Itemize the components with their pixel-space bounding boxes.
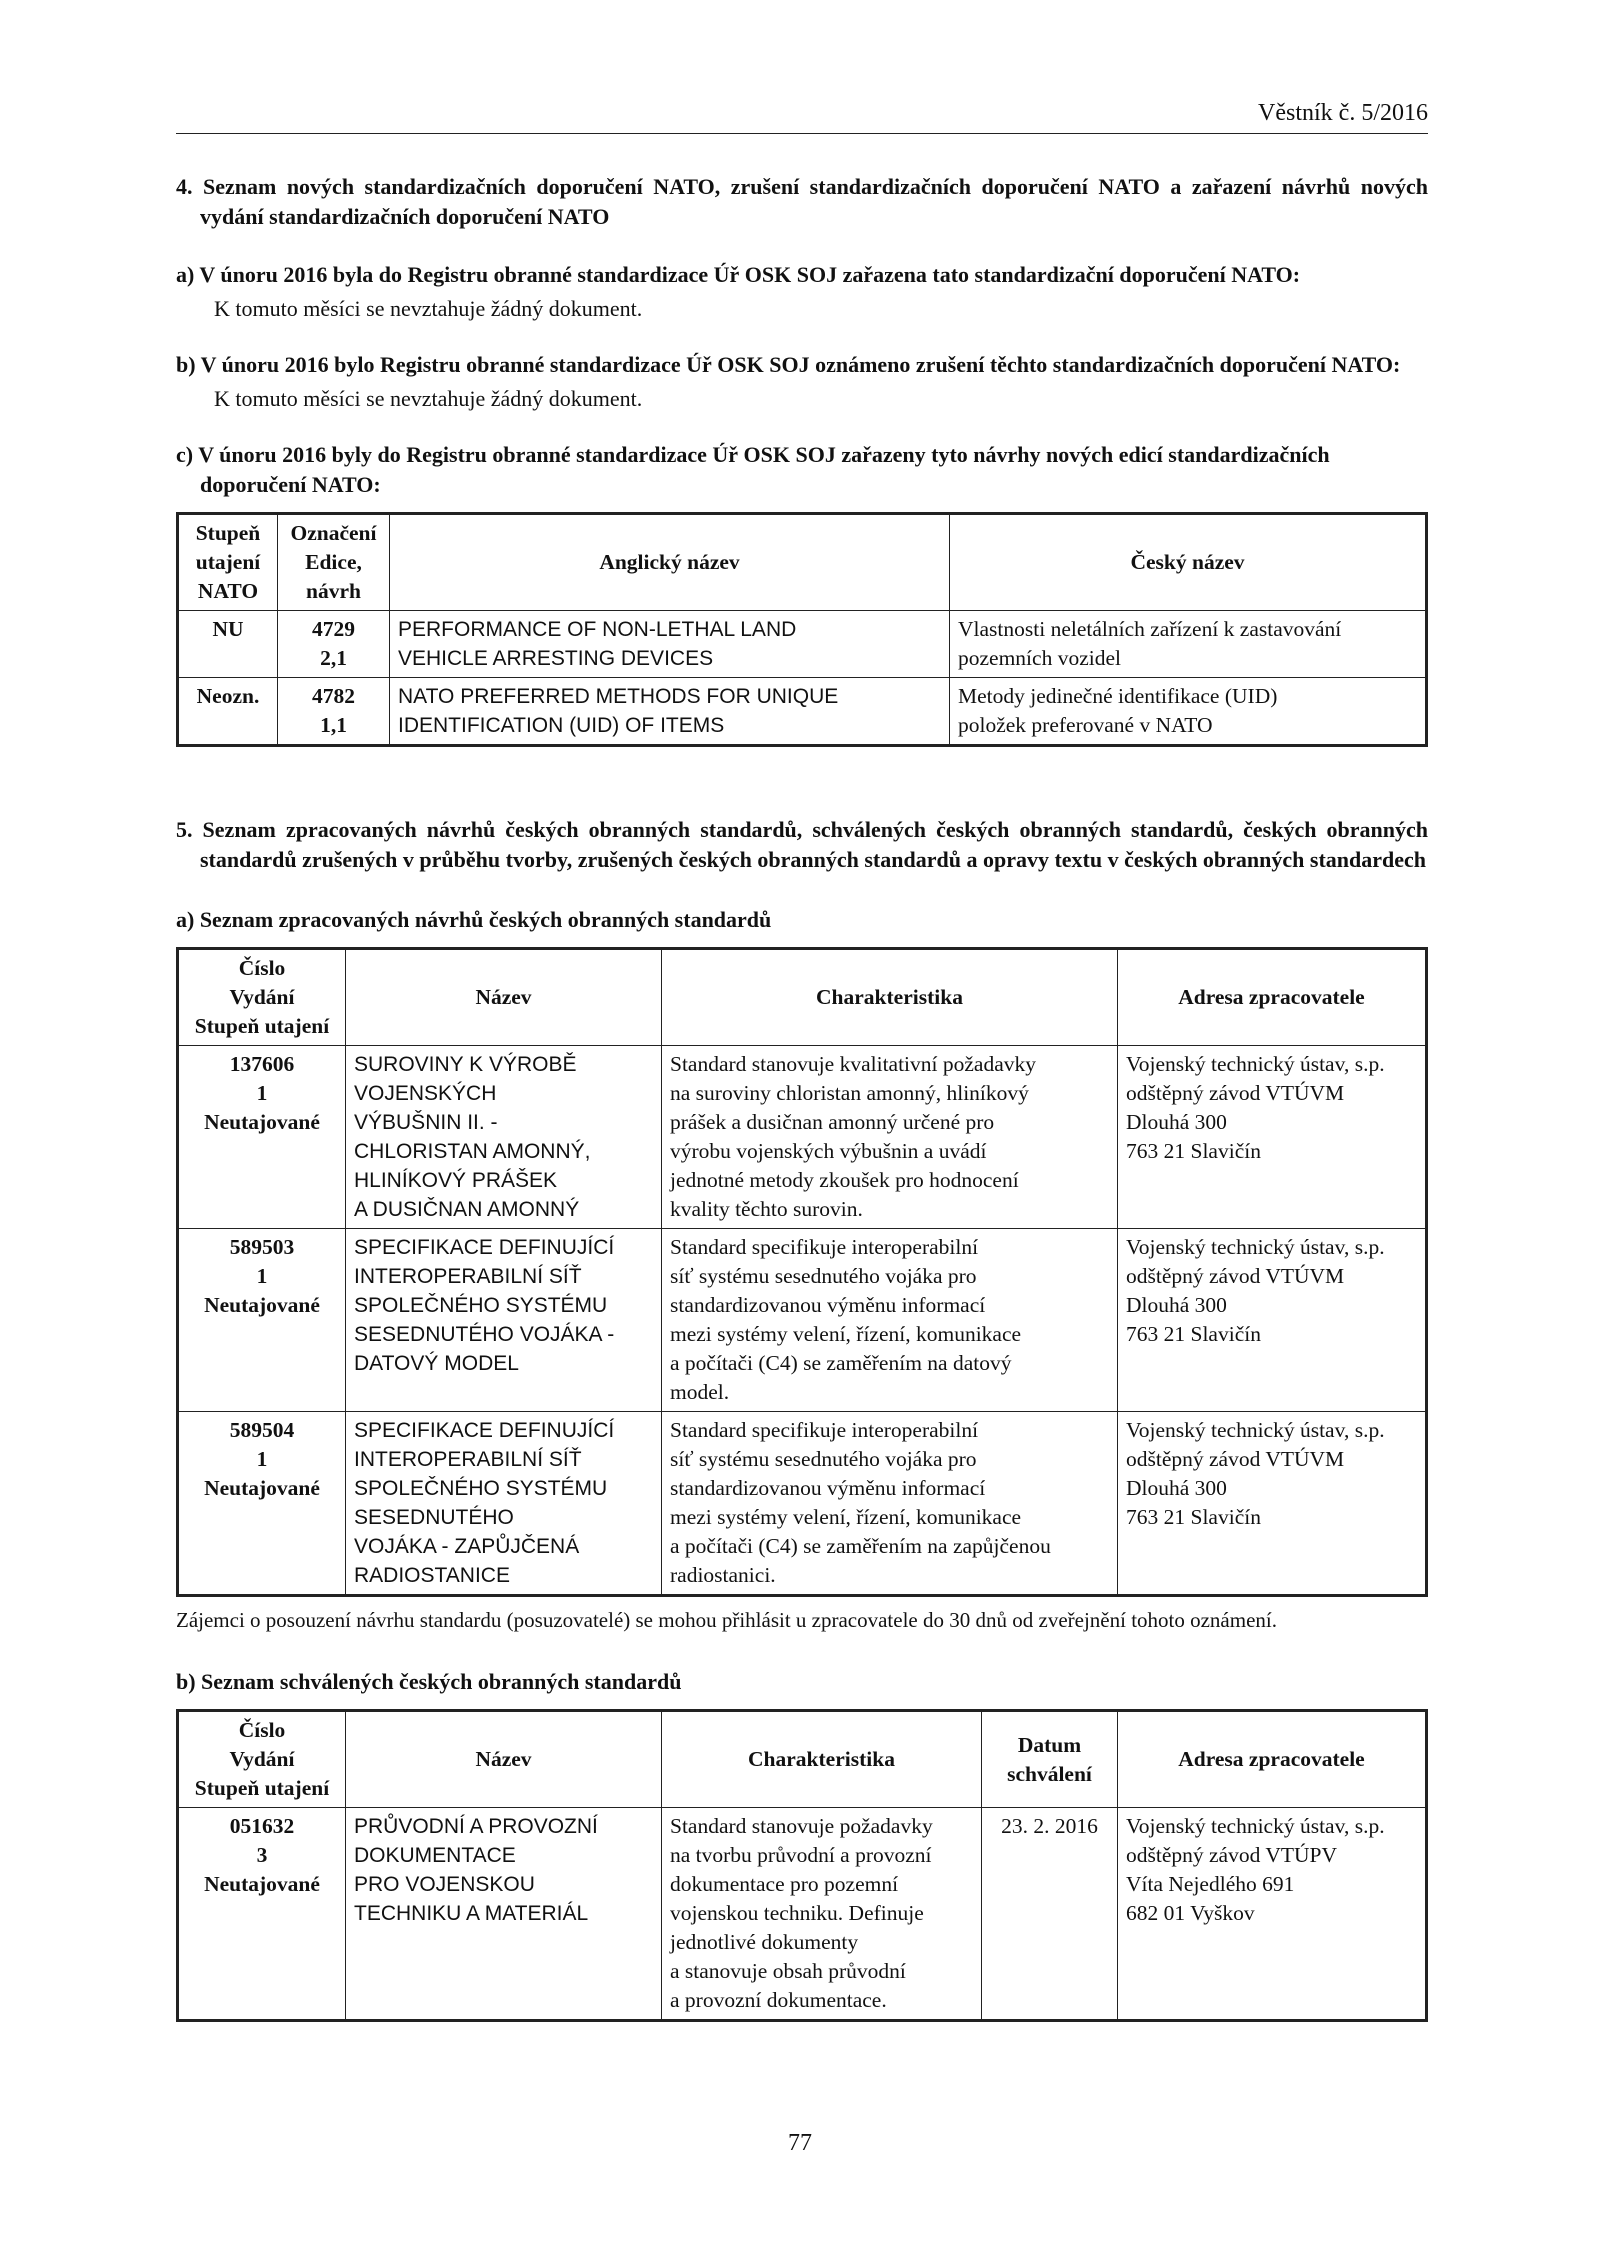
classification-cell: NU	[178, 611, 278, 678]
standard-id-cell: 589504 1 Neutajované	[178, 1412, 346, 1596]
standard-id-cell: 589503 1 Neutajované	[178, 1229, 346, 1412]
address-cell: Vojenský technický ústav, s.p. odštěpný závod VTÚPV Víta Nejedlého 691 682 01 Vyškov	[1118, 1808, 1427, 2021]
approval-date-cell: 23. 2. 2016	[982, 1808, 1118, 2021]
column-header: Charakteristika	[662, 949, 1118, 1046]
reviewer-note: Zájemci o posouzení návrhu standardu (posuzovatelé) se mohou přihlásit u zpracovatele do 30 dnů od zveřejnění tohoto oznámení.	[176, 1608, 1277, 1632]
page-number: 77	[788, 2130, 812, 2156]
table-header-row	[178, 1711, 1427, 1808]
edition-cell: 4729 2,1	[278, 611, 390, 678]
column-header: Stupeň utajení NATO	[178, 514, 278, 611]
column-header: Číslo Vydání Stupeň utajení	[178, 1711, 346, 1808]
section-4b-heading: b) V únoru 2016 bylo Registru obranné standardizace Úř OSK SOJ oznámeno zrušení těchto standardizačních doporučení NATO:	[176, 352, 1401, 377]
section-4a-heading: a) V únoru 2016 byla do Registru obranné standardizace Úř OSK SOJ zařazena tato standardizační doporučení NATO:	[176, 262, 1301, 287]
english-title-cell: NATO PREFERRED METHODS FOR UNIQUE IDENTIFICATION (UID) OF ITEMS	[390, 678, 950, 746]
characteristics-cell: Standard specifikuje interoperabilní síť systému sesednutého vojáka pro standardizovanou výměnu informací mezi systémy velení, řízení, komunikace a počítači (C4) se zaměřením na zapůjčenou radiostanici.	[662, 1412, 1118, 1596]
table-row	[178, 1229, 1427, 1412]
standard-id-cell: 051632 3 Neutajované	[178, 1808, 346, 2021]
section-5a-heading: a) Seznam zpracovaných návrhů českých obranných standardů	[176, 907, 772, 932]
section-5-title: 5. Seznam zpracovaných návrhů českých obranných standardů, schválených českých obranných standardů, českých obranných standardů zrušených v průběhu tvorby, zrušených českých obranných standardů a opravy textu v českých obranných standardech	[176, 817, 1428, 872]
column-header: Anglický název	[390, 514, 950, 611]
column-header: Datum schválení	[982, 1711, 1118, 1808]
section-5b-heading: b) Seznam schválených českých obranných standardů	[176, 1669, 682, 1694]
column-header: Název	[346, 1711, 662, 1808]
czech-title-cell: Vlastnosti neletálních zařízení k zastavování pozemních vozidel	[950, 611, 1427, 678]
standard-name-cell: SPECIFIKACE DEFINUJÍCÍ INTEROPERABILNÍ SÍŤ SPOLEČNÉHO SYSTÉMU SESEDNUTÉHO VOJÁKA - DATOVÝ MODEL	[346, 1229, 662, 1412]
column-header: Adresa zpracovatele	[1118, 1711, 1427, 1808]
running-header: Věstník č. 5/2016	[176, 100, 1428, 134]
table-row	[178, 1808, 1427, 2021]
czech-title-cell: Metody jedinečné identifikace (UID) položek preferované v NATO	[950, 678, 1427, 746]
address-cell: Vojenský technický ústav, s.p. odštěpný závod VTÚVM Dlouhá 300 763 21 Slavičín	[1118, 1046, 1427, 1229]
table-header-row	[178, 514, 1427, 611]
standard-id-cell: 137606 1 Neutajované	[178, 1046, 346, 1229]
english-title-cell: PERFORMANCE OF NON-LETHAL LAND VEHICLE ARRESTING DEVICES	[390, 611, 950, 678]
section-4-title: 4. Seznam nových standardizačních doporučení NATO, zrušení standardizačních doporučení NATO a zařazení návrhů nových vydání standardizačních doporučení NATO	[176, 174, 1428, 229]
standard-name-cell: SUROVINY K VÝROBĚ VOJENSKÝCH VÝBUŠNIN II. - CHLORISTAN AMONNÝ, HLINÍKOVÝ PRÁŠEK A DUSIČNAN AMONNÝ	[346, 1046, 662, 1229]
column-header: Český název	[950, 514, 1427, 611]
table-header-row	[178, 949, 1427, 1046]
document-page	[176, 100, 1428, 2022]
section-4c-heading: c) V únoru 2016 byly do Registru obranné standardizace Úř OSK SOJ zařazeny tyto návrhy nových edicí standardizačních doporučení NATO:	[176, 442, 1330, 497]
approved-standards-table	[176, 1709, 1428, 2022]
characteristics-cell: Standard stanovuje kvalitativní požadavky na suroviny chloristan amonný, hliníkový prášek a dusičnan amonný určené pro výrobu vojenských výbušnin a uvádí jednotné metody zkoušek pro hodnocení kvality těchto surovin.	[662, 1046, 1118, 1229]
table-row	[178, 1412, 1427, 1596]
column-header: Název	[346, 949, 662, 1046]
section-4b-note: K tomuto měsíci se nevztahuje žádný dokument.	[214, 386, 643, 411]
standard-name-cell: PRŮVODNÍ A PROVOZNÍ DOKUMENTACE PRO VOJENSKOU TECHNIKU A MATERIÁL	[346, 1808, 662, 2021]
edition-cell: 4782 1,1	[278, 678, 390, 746]
address-cell: Vojenský technický ústav, s.p. odštěpný závod VTÚVM Dlouhá 300 763 21 Slavičín	[1118, 1229, 1427, 1412]
column-header: Adresa zpracovatele	[1118, 949, 1427, 1046]
standard-name-cell: SPECIFIKACE DEFINUJÍCÍ INTEROPERABILNÍ SÍŤ SPOLEČNÉHO SYSTÉMU SESEDNUTÉHO VOJÁKA - ZAPŮJČENÁ RADIOSTANICE	[346, 1412, 662, 1596]
characteristics-cell: Standard stanovuje požadavky na tvorbu průvodní a provozní dokumentace pro pozemní vojenskou techniku. Definuje jednotlivé dokumenty a stanovuje obsah průvodní a provozní dokumentace.	[662, 1808, 982, 2021]
draft-standards-table	[176, 947, 1428, 1597]
characteristics-cell: Standard specifikuje interoperabilní síť systému sesednutého vojáka pro standardizovanou výměnu informací mezi systémy velení, řízení, komunikace a počítači (C4) se zaměřením na datový model.	[662, 1229, 1118, 1412]
classification-cell: Neozn.	[178, 678, 278, 746]
nato-drafts-table	[176, 512, 1428, 747]
table-row	[178, 611, 1427, 678]
table-row	[178, 1046, 1427, 1229]
column-header: Označení Edice, návrh	[278, 514, 390, 611]
address-cell: Vojenský technický ústav, s.p. odštěpný závod VTÚVM Dlouhá 300 763 21 Slavičín	[1118, 1412, 1427, 1596]
column-header: Číslo Vydání Stupeň utajení	[178, 949, 346, 1046]
table-row	[178, 678, 1427, 746]
column-header: Charakteristika	[662, 1711, 982, 1808]
section-4a-note: K tomuto měsíci se nevztahuje žádný dokument.	[214, 296, 643, 321]
